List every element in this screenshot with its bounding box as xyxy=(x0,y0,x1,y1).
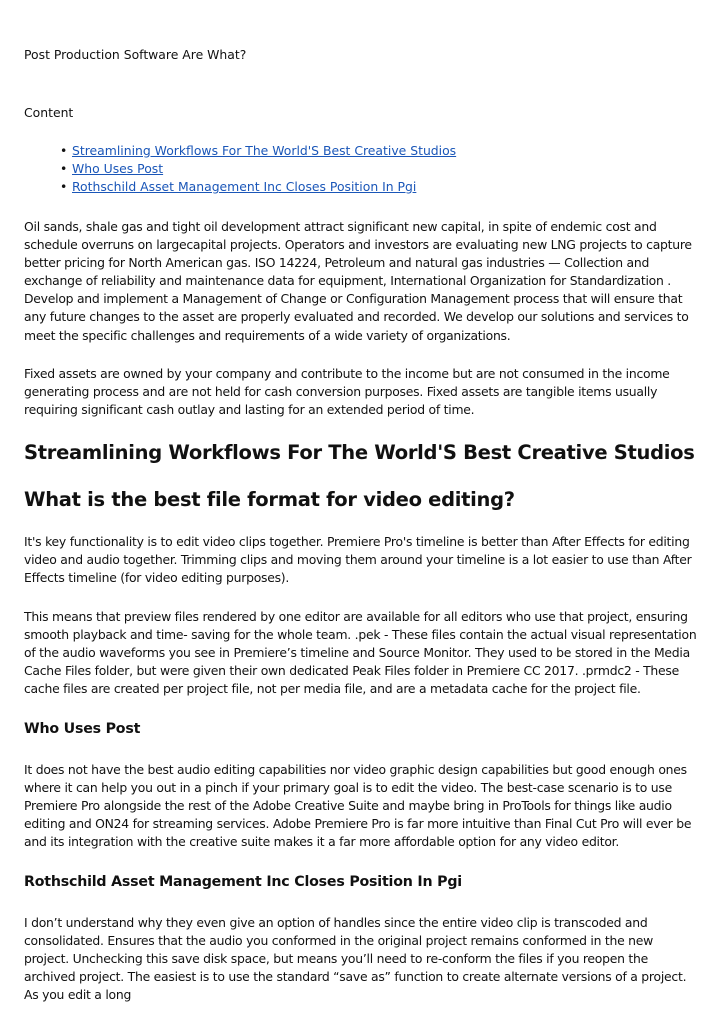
bullet-icon: • xyxy=(60,161,68,176)
paragraph-preview-files: This means that preview files rendered by one editor are available for all editors who use that project, ensuring smooth playback and time- saving for the whole team. .pek - These files contain the actual visual representation of the audio waveforms you see in Premiere’s timeline and Source Monitor. They used to be stored in the Media Cache Files folder, but were given their own dedicated Peak Files folder in Premiere CC 2017. .prmdc2 - These cache files are created per project file, not per media file, and are a metadata cache for the project file. xyxy=(24,609,697,697)
toc-item xyxy=(60,178,456,196)
toc-link-streamlining[interactable]: Streamlining Workflows For The World'S Best Creative Studios xyxy=(72,143,457,158)
paragraph-oil-sands: Oil sands, shale gas and tight oil development attract significant new capital, in spite of endemic cost and schedule overruns on largecapital projects. Operators and investors are evaluating new LNG projects to capture better pricing for North American gas. ISO 14224, Petroleum and natural gas industries — Collection and exchange of reliability and maintenance data for equipment, International Organization for Standardization . Develop and implement a Management of Change or Configuration Management process that will ensure that any future changes to the asset are properly evaluated and recorded. We develop our solutions and services to meet the specific challenges and requirements of a wide variety of organizations. xyxy=(24,219,692,343)
heading-who-uses-post: Who Uses Post xyxy=(24,721,141,737)
heading-streamlining: Streamlining Workflows For The World'S Best Creative Studios xyxy=(24,441,695,464)
paragraph-handles: I don’t understand why they even give an option of handles since the entire video clip is transcoded and consolidated. Ensures that the audio you conformed in the original project remains conformed in the new project. Unchecking this save disk space, but means you’ll need to re-conform the files if you reopen the archived project. The easiest is to use the standard “save as” function to create alternate versions of a project. As you edit a long xyxy=(24,915,687,1003)
heading-file-format: What is the best file format for video editing? xyxy=(24,488,515,511)
paragraph-fixed-assets: Fixed assets are owned by your company and contribute to the income but are not consumed in the income generating process and are not held for cash conversion purposes. Fixed assets are tangible items usually requiring significant cash outlay and lasting for an extended period of time. xyxy=(24,366,670,418)
document-title: Post Production Software Are What? xyxy=(24,47,247,62)
toc-link-who-uses-post[interactable]: Who Uses Post xyxy=(72,161,164,176)
paragraph-key-functionality: It's key functionality is to edit video clips together. Premiere Pro's timeline is better than After Effects for editing video and audio together. Trimming clips and moving them around your timeline is a lot easier to use than After Effects timeline (for video editing purposes). xyxy=(24,534,692,586)
content-label: Content xyxy=(24,105,74,120)
toc-link-rothschild[interactable]: Rothschild Asset Management Inc Closes Position In Pgi xyxy=(72,179,417,194)
paragraph-audio-editing: It does not have the best audio editing capabilities nor video graphic design capabilities but good enough ones where it can help you out in a pinch if your primary goal is to edit the video. The best-case scenario is to use Premiere Pro alongside the rest of the Adobe Creative Suite and maybe bring in ProTools for things like audio editing and ON24 for streaming services. Adobe Premiere Pro is far more intuitive than Final Cut Pro will ever be and its integration with the creative suite makes it a far more affordable option for any video editor. xyxy=(24,762,692,850)
toc-item xyxy=(60,160,456,178)
bullet-icon: • xyxy=(60,143,68,158)
toc-item xyxy=(60,142,456,160)
bullet-icon: • xyxy=(60,179,68,194)
table-of-contents xyxy=(60,142,456,196)
heading-rothschild: Rothschild Asset Management Inc Closes Position In Pgi xyxy=(24,874,462,890)
